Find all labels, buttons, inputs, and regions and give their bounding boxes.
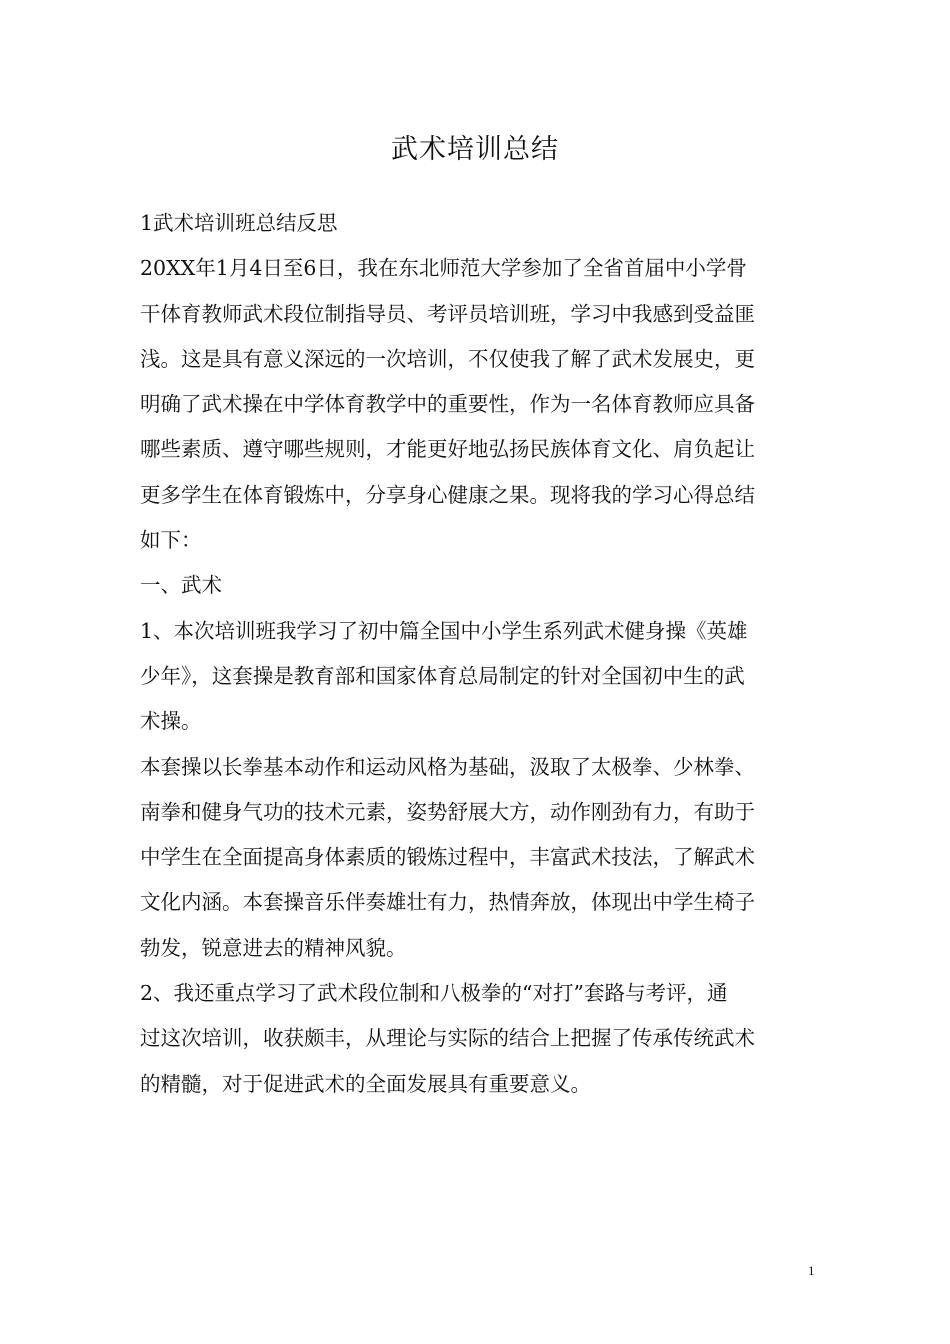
body-line-1: 1武术培训班总结反思 bbox=[140, 211, 338, 235]
body-line-12: 术操。 bbox=[140, 709, 202, 734]
body-line-7: 更多学生在体育锻炼中，分享身心健康之果。现将我的学习心得总结 bbox=[140, 482, 755, 507]
body-line-16: 文化内涵。本套操音乐伴奏雄壮有力，热情奔放，体现出中学生椅子 bbox=[140, 890, 755, 915]
body-line-2: 20XX年1月4日至6日，我在东北师范大学参加了全省首届中小学骨 bbox=[140, 256, 747, 281]
document-body bbox=[140, 201, 822, 1107]
body-line-19: 过这次培训，收获颇丰，从理论与实际的结合上把握了传承传统武术 bbox=[140, 1026, 755, 1051]
body-line-6: 哪些素质、遵守哪些规则，才能更好地弘扬民族体育文化、肩负起让 bbox=[140, 437, 755, 462]
body-line-15: 中学生在全面提高身体素质的锻炼过程中，丰富武术技法，了解武术 bbox=[140, 845, 755, 870]
body-line-9: 一、武术 bbox=[140, 573, 222, 598]
body-line-14: 南拳和健身气功的技术元素，姿势舒展大方，动作刚劲有力，有助于 bbox=[140, 799, 755, 824]
body-line-4: 浅。这是具有意义深远的一次培训，不仅使我了解了武术发展史，更 bbox=[140, 346, 755, 371]
body-line-3: 干体育教师武术段位制指导员、考评员培训班，学习中我感到受益匪 bbox=[140, 301, 755, 326]
body-line-17: 勃发，锐意进去的精神风貌。 bbox=[140, 935, 407, 960]
page-number: 1 bbox=[808, 1263, 815, 1278]
body-line-8: 如下： bbox=[140, 528, 202, 553]
body-line-11: 少年》，这套操是教育部和国家体育总局制定的针对全国初中生的武 bbox=[140, 663, 745, 688]
document-title: 武术培训总结 bbox=[391, 134, 559, 165]
body-line-20: 的精髓，对于促进武术的全面发展具有重要意义。 bbox=[140, 1071, 591, 1096]
body-line-5: 明确了武术操在中学体育教学中的重要性，作为一名体育教师应具备 bbox=[140, 392, 755, 417]
body-line-18: 2、我还重点学习了武术段位制和八极拳的“对打”套路与考评，通 bbox=[140, 981, 728, 1006]
body-line-13: 本套操以长拳基本动作和运动风格为基础，汲取了太极拳、少林拳、 bbox=[140, 754, 755, 779]
body-line-10: 1、本次培训班我学习了初中篇全国中小学生系列武术健身操《英雄 bbox=[140, 618, 748, 643]
